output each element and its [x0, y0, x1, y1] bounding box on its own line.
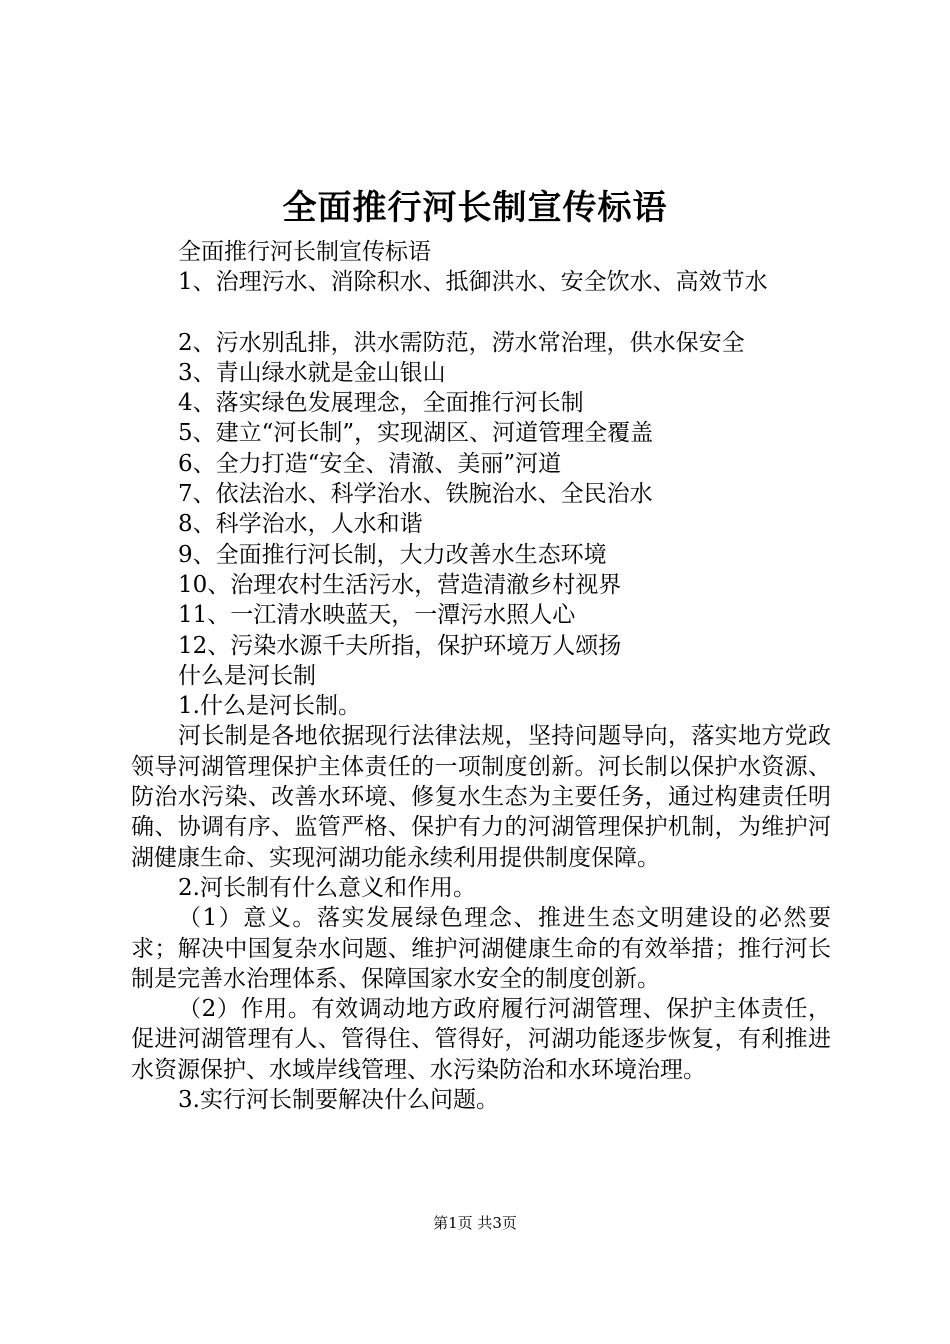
paragraph: （2）作用。有效调动地方政府履行河湖管理、保护主体责任，促进河湖管理有人、管得住、管得好，河湖功能逐步恢复，有利推进水资源保护、水域岸线管理、水污染防治和水环境治理。: [131, 996, 831, 1083]
document-title: 全面推行河长制宣传标语: [282, 188, 668, 228]
slogan-item: 3、青山绿水就是金山银山: [178, 359, 446, 386]
question-heading: 3.实行河长制要解决什么问题。: [178, 1087, 499, 1114]
blank-line: [131, 298, 831, 328]
slogan-item: 8、科学治水，人水和谐: [178, 511, 423, 538]
document-body: [131, 237, 831, 1115]
slogan-item: 11、一江清水映蓝天，一潭污水照人心: [178, 602, 576, 629]
slogan-item: 4、落实绿色发展理念，全面推行河长制: [178, 390, 584, 417]
slogan-item: 9、全面推行河长制，大力改善水生态环境: [178, 541, 607, 568]
paragraph: 河长制是各地依据现行法律法规，坚持问题导向，落实地方党政领导河湖管理保护主体责任的一项制度创新。河长制以保护水资源、防治水污染、改善水环境、修复水生态为主要任务，通过构建责任明确、协调有序、监管严格、保护有力的河湖管理保护机制，为维护河湖健康生命、实现河湖功能永续利用提供制度保障。: [131, 723, 831, 871]
slogan-item: 6、全力打造“安全、清澈、美丽”河道: [178, 450, 562, 477]
section-heading: 什么是河长制: [178, 662, 316, 689]
slogan-item: 12、污染水源千夫所指，保护环境万人颂扬: [178, 632, 622, 659]
paragraph: （1）意义。落实发展绿色理念、推进生态文明建设的必然要求；解决中国复杂水问题、维护河湖健康生命的有效举措；推行河长制是完善水治理体系、保障国家水安全的制度创新。: [131, 905, 831, 992]
slogan-item: 5、建立“河长制”，实现湖区、河道管理全覆盖: [178, 420, 654, 447]
question-heading: 2.河长制有什么意义和作用。: [178, 874, 476, 901]
slogan-item: 2、污水别乱排，洪水需防范，涝水常治理，供水保安全: [178, 329, 745, 356]
slogan-item: 10、治理农村生活污水，营造清澈乡村视界: [178, 571, 622, 598]
slogan-item: 7、依法治水、科学治水、铁腕治水、全民治水: [178, 481, 653, 508]
slogan-item: 1、治理污水、消除积水、抵御洪水、安全饮水、高效节水: [178, 269, 768, 296]
document-subtitle: 全面推行河长制宣传标语: [178, 239, 431, 265]
question-heading: 1.什么是河长制。: [178, 693, 361, 720]
page-footer: 第1页 共3页: [433, 1214, 517, 1232]
